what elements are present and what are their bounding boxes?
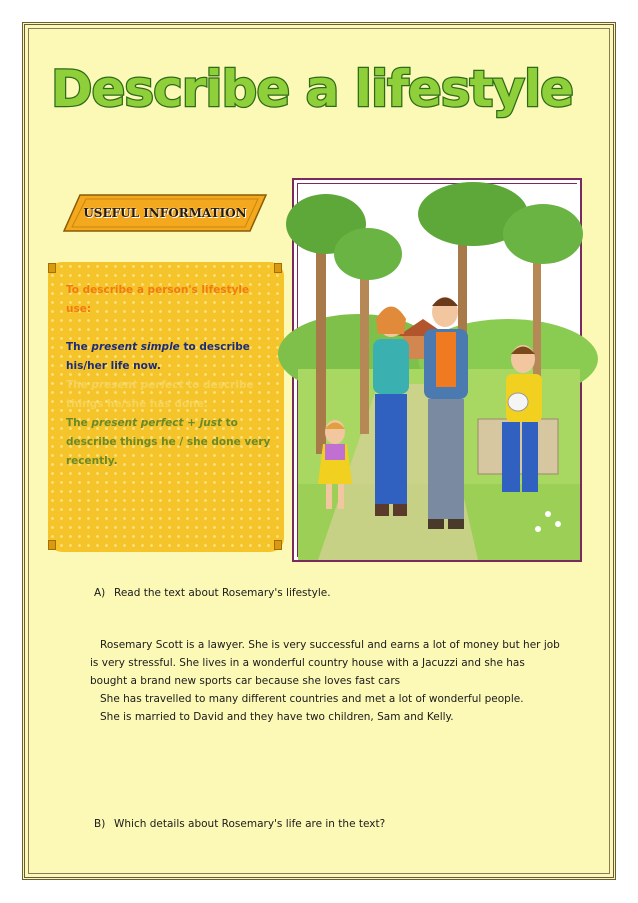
question-b — [94, 818, 385, 830]
corner-ornament — [48, 263, 56, 273]
family-illustration-icon — [298, 184, 580, 560]
question-a-letter: A) — [94, 587, 106, 599]
question-a-text: Read the text about Rosemary's lifestyle. — [114, 587, 331, 599]
info-present-perfect: The present perfect to describe things he/she has done. — [66, 379, 254, 410]
passage-paragraph: Rosemary Scott is a lawyer. She is very successful and earns a lot of money but her job is very stressful. She lives in a wonderful country house with a Jacuzzi and she has bought a brand new sports car because she loves fast cars — [90, 639, 560, 687]
reading-passage — [90, 636, 560, 726]
corner-ornament — [274, 540, 282, 550]
family-illustration — [292, 178, 582, 562]
useful-information-banner — [62, 193, 268, 233]
info-intro: To describe a person's lifestyle use: — [66, 284, 250, 315]
info-present-simple: The present simple to describe his/her life now. — [66, 341, 250, 372]
question-b-letter: B) — [94, 818, 106, 830]
corner-ornament — [48, 540, 56, 550]
passage-paragraph: She has travelled to many different countries and met a lot of wonderful people. — [100, 693, 524, 705]
worksheet-title — [50, 48, 574, 128]
info-text — [66, 281, 276, 471]
title-text: Describe a lifestyle — [50, 60, 574, 118]
question-a — [94, 587, 331, 599]
banner-label: USEFUL INFORMATION — [83, 205, 247, 220]
passage-paragraph: She is married to David and they have two children, Sam and Kelly. — [100, 711, 454, 723]
info-present-perfect-just: The present perfect + just to describe things he / she done very recently. — [66, 417, 271, 467]
question-b-text: Which details about Rosemary's life are in the text? — [114, 818, 386, 830]
corner-ornament — [274, 263, 282, 273]
